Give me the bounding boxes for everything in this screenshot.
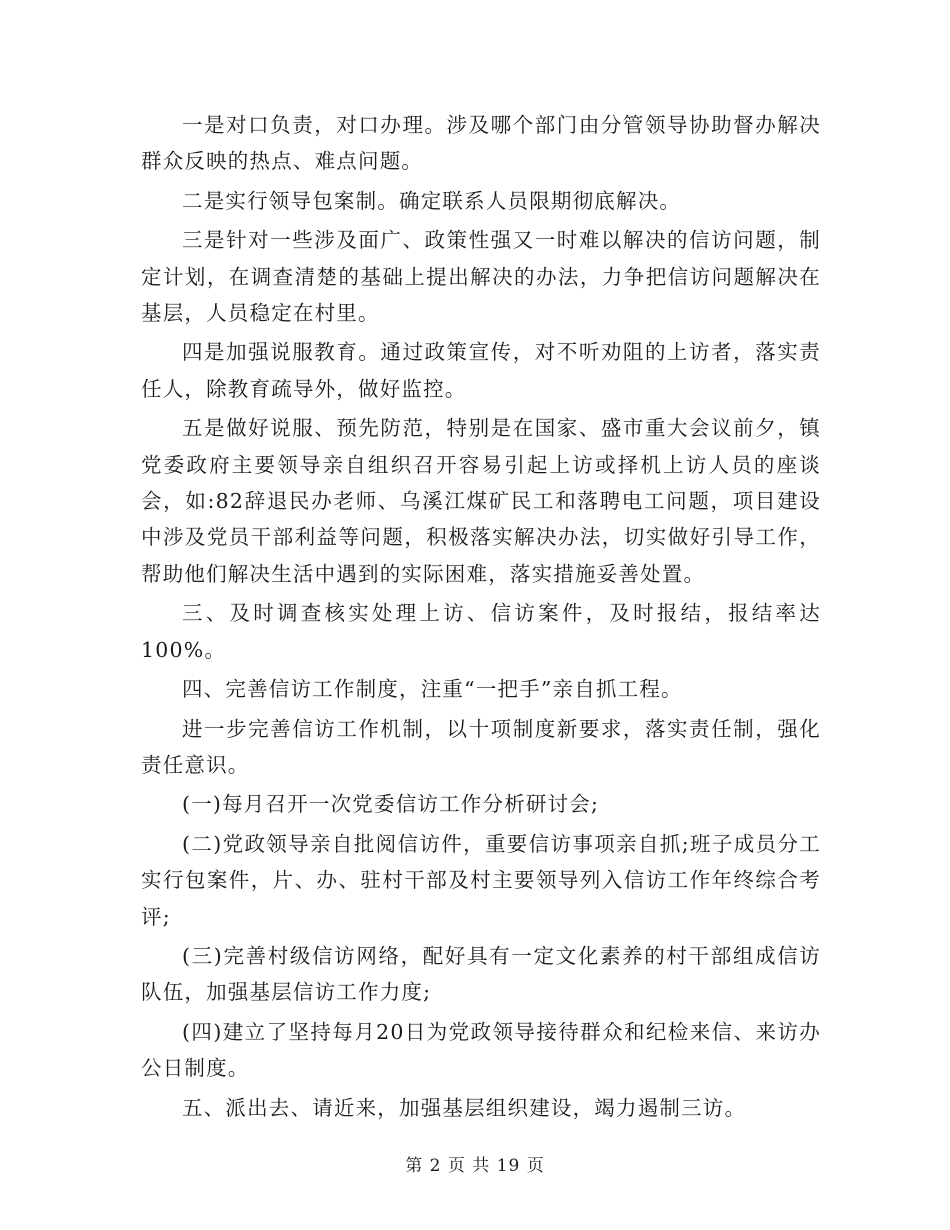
document-body <box>141 107 821 1129</box>
paragraph-5: 五是做好说服、预先防范，特别是在国家、盛市重大会议前夕，镇党委政府主要领导亲自组织召开容易引起上访或择机上访人员的座谈会，如:82辞退民办老师、乌溪江煤矿民工和落聘电工问题，项目建设中涉及党员干部利益等问题，积极落实解决办法，切实做好引导工作，帮助他们解决生活中遇到的实际困难，落实措施妥善处置。 <box>141 416 821 586</box>
paragraph-11: (三)完善村级信访网络，配好具有一定文化素养的村干部组成信访队伍，加强基层信访工作力度; <box>141 943 821 1005</box>
paragraph-6: 三、及时调查核实处理上访、信访案件，及时报结，报结率达100%。 <box>141 601 821 662</box>
paragraph-4: 四是加强说服教育。通过政策宣传，对不听劝阻的上访者，落实责任人，除教育疏导外，做好监控。 <box>141 340 821 401</box>
paragraph-7: 四、完善信访工作制度，注重“一把手”亲自抓工程。 <box>182 677 683 702</box>
page-number-footer: 第 2 页 共 19 页 <box>405 1156 545 1176</box>
paragraph-3: 三是针对一些涉及面广、政策性强又一时难以解决的信访问题，制定计划，在调查清楚的基础上提出解决的办法，力争把信访问题解决在基层，人员稳定在村里。 <box>141 228 821 326</box>
paragraph-8: 进一步完善信访工作机制，以十项制度新要求，落实责任制，强化责任意识。 <box>141 716 821 777</box>
paragraph-13: 五、派出去、请近来，加强基层组织建设，竭力遏制三访。 <box>182 1095 747 1120</box>
paragraph-1: 一是对口负责，对口办理。涉及哪个部门由分管领导协助督办解决群众反映的热点、难点问题。 <box>141 113 821 174</box>
paragraph-12: (四)建立了坚持每月20日为党政领导接待群众和纪检来信、来访办公日制度。 <box>141 1019 821 1081</box>
paragraph-10: (二)党政领导亲自批阅信访件，重要信访事项亲自抓;班子成员分工实行包案件，片、办、驻村干部及村主要领导列入信访工作年终综合考评; <box>141 831 821 929</box>
paragraph-9: (一)每月召开一次党委信访工作分析研讨会; <box>182 792 600 817</box>
paragraph-2: 二是实行领导包案制。确定联系人员限期彻底解决。 <box>182 188 682 213</box>
